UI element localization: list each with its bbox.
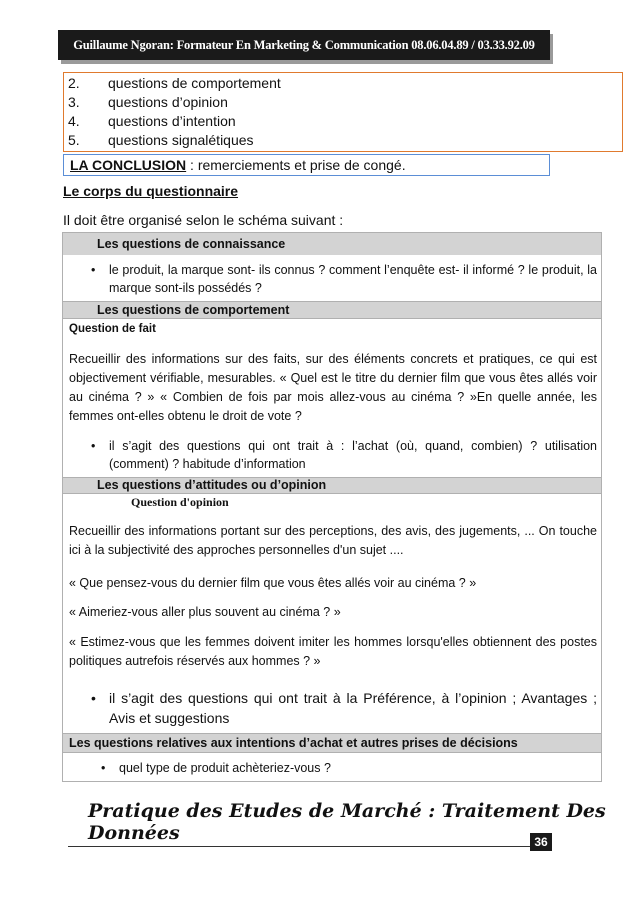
footer-rule — [68, 846, 530, 847]
list-item: • le produit, la marque sont- ils connus ? comment l’enquête est- il informé ? le produit, la marque sont-ils possédés ? — [91, 263, 597, 295]
example-question: « Aimeriez-vous aller plus souvent au cinéma ? » — [69, 605, 341, 619]
example-question: « Que pensez-vous du dernier film que vous êtes allés voir au cinéma ? » — [69, 576, 477, 590]
conclusion-label: LA CONCLUSION — [70, 157, 187, 173]
body-heading: Le corps du questionnaire — [63, 183, 239, 199]
question-types-box — [63, 72, 623, 152]
conclusion-text: : remerciements et prise de congé. — [186, 157, 406, 173]
header-title: Guillaume Ngoran: Formateur En Marketing & Communication 08.06.04.89 / 03.33.92.09 — [73, 38, 535, 52]
questions-table — [62, 232, 602, 782]
list-item: 2. questions de comportement — [68, 75, 281, 91]
section-heading: Les questions relatives aux intentions d’achat et autres prises de décisions — [63, 733, 601, 753]
section-heading: Les questions de connaissance — [63, 233, 601, 255]
page-number: 36 — [530, 833, 552, 851]
list-item: 4. questions d’intention — [68, 113, 236, 129]
section-subtitle: Question d'opinion — [131, 495, 229, 509]
footer-title: Pratique des Etudes de Marché : Traitement Des Données — [88, 800, 606, 844]
section-paragraph: Recueillir des informations portant sur des perceptions, des avis, des jugements, ... On touche ici à la subjectivité des approches personnelles d'un sujet .... — [69, 524, 597, 557]
list-item: • il s’agit des questions qui ont trait à : l’achat (où, quand, combien) ? utilisation (comment) ? habitude d’information — [91, 439, 597, 471]
section-heading: Les questions d’attitudes ou d’opinion — [63, 477, 601, 494]
section-subtitle: Question de fait — [69, 323, 156, 335]
section-paragraph: Recueillir des informations sur des faits, sur des éléments concrets et pratiques, ce qui est objectivement vérifiable, mesurables. « Quel est le titre du dernier film que vous êtes allés voir au cinéma ? » « Combien de fois par mois allez-vous au cinéma ? »En quelle année, les femmes ont-elles obtenu le droit de vote ? — [69, 352, 597, 423]
example-question: « Estimez-vous que les femmes doivent imiter les hommes lorsqu'elles obtiennent des postes politiques autrefois réservés aux hommes ? » — [69, 635, 597, 668]
list-item: 3. questions d’opinion — [68, 94, 228, 110]
section-heading: Les questions de comportement — [63, 301, 601, 319]
intro-text: Il doit être organisé selon le schéma suivant : — [63, 212, 344, 228]
list-item: • quel type de produit achèteriez-vous ? — [101, 761, 331, 775]
conclusion-box — [63, 154, 550, 176]
header-banner — [58, 30, 550, 60]
list-item: • il s’agit des questions qui ont trait à la Préférence, à l’opinion ; Avantages ; Avis et suggestions — [91, 690, 597, 726]
list-item: 5. questions signalétiques — [68, 132, 254, 148]
